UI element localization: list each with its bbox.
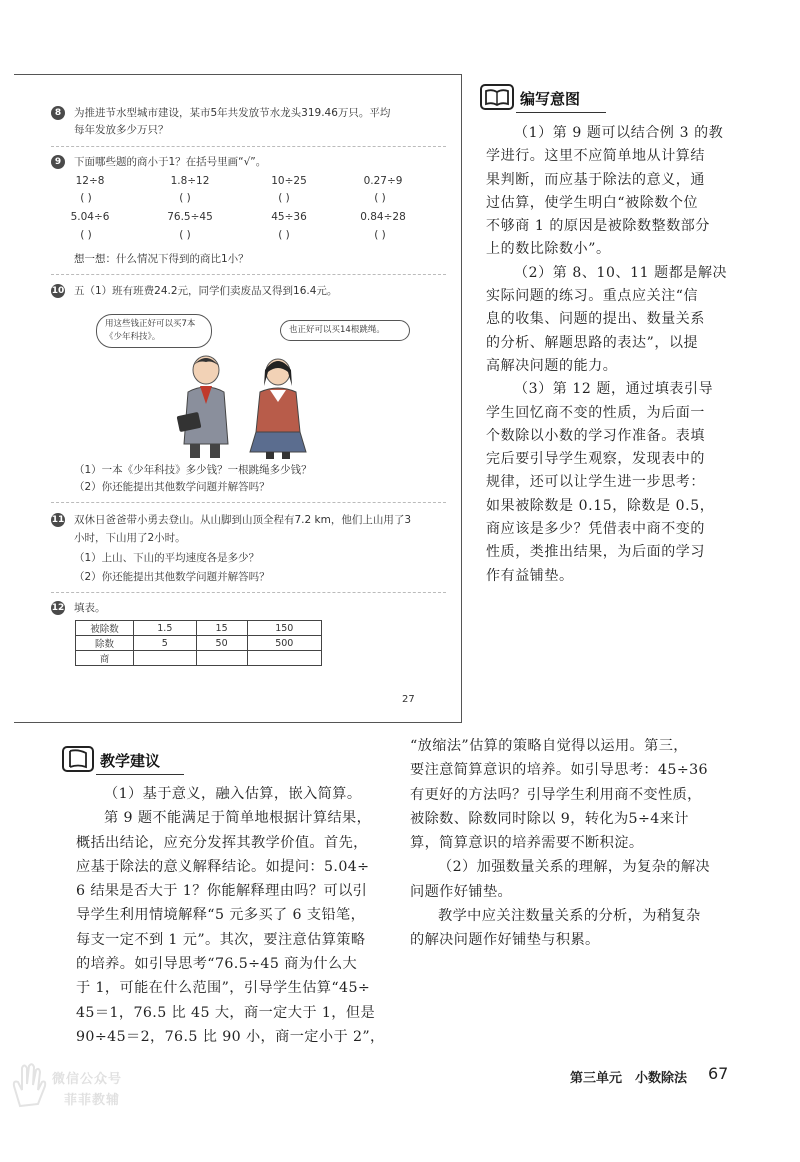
answer-paren[interactable]: ( ) [374, 229, 386, 241]
table-cell: 50 [196, 636, 247, 651]
answer-paren[interactable]: ( ) [278, 192, 290, 204]
expr-10-div-25: 10÷25 [271, 175, 307, 187]
answer-cell[interactable] [247, 651, 321, 666]
question-11-sub1: （1）上山、下山的平均速度各是多少？ [74, 552, 260, 564]
divider [51, 592, 446, 593]
speech-bubble-girl: 也正好可以买14根跳绳。 [280, 320, 410, 341]
answer-paren[interactable]: ( ) [278, 229, 290, 241]
boy-figure [177, 356, 228, 458]
expr-45-div-36: 45÷36 [271, 211, 307, 223]
open-book-icon [480, 84, 514, 110]
question-10-sub2: （2）你还能提出其他数学问题并解答吗？ [74, 481, 270, 493]
expr-0.84-div-28: 0.84÷28 [360, 211, 406, 223]
textbook-page-number: 27 [402, 694, 415, 705]
answer-cell[interactable] [196, 651, 247, 666]
question-12-text: 填表。 [74, 602, 106, 614]
textbook-top-border [14, 74, 461, 75]
table-cell: 500 [247, 636, 321, 651]
intent-title: 编写意图 [520, 90, 581, 108]
suggest-right-body: “放缩法”估算的策略自觉得以运用。第三， 要注意简算意识的培养。如引导思考：45÷36 有更好的方法吗？引导学生利用商不变性质， 被除数、除数同时除以 9，转化为5÷4来计 算，简算意识的培养需要不断积淀。 （2）加强数量关系的理解，为复杂的解决 问题作好铺垫。 教学中应关注数量关系的分析，为稍复杂 的解决问题作好铺垫与积累。 [410, 738, 711, 949]
answer-paren[interactable]: ( ) [179, 229, 191, 241]
watermark-line1: 微信公众号 [52, 1072, 123, 1087]
table-cell: 150 [247, 621, 321, 636]
question-11-line2: 小时，下山用了2小时。 [74, 532, 186, 544]
suggest-title-underline [96, 774, 184, 775]
notebook-icon [62, 746, 94, 772]
answer-paren[interactable]: ( ) [80, 229, 92, 241]
question-11-sub2: （2）你还能提出其他数学问题并解答吗？ [74, 571, 270, 583]
unit-title: 第三单元 小数除法 [570, 1071, 688, 1086]
question-number-8: 8 [51, 106, 65, 120]
table-cell: 5 [134, 636, 197, 651]
fill-table [75, 620, 322, 666]
intent-title-underline [516, 112, 606, 113]
expr-1.8-div-12: 1.8÷12 [170, 175, 210, 187]
suggest-title: 教学建议 [100, 752, 161, 770]
page-number: 67 [708, 1064, 729, 1083]
row-label: 被除数 [76, 621, 134, 636]
watermark-hand-icon [8, 1060, 48, 1110]
expr-5.04-div-6: 5.04÷6 [70, 211, 110, 223]
question-9-text: 下面哪些题的商小于1？在括号里画“√”。 [74, 156, 267, 168]
speech-bubble-boy: 用这些钱正好可以买7本《少年科技》。 [96, 314, 212, 348]
students-illustration [160, 352, 320, 460]
expr-12-div-8: 12÷8 [75, 175, 105, 187]
answer-paren[interactable]: ( ) [374, 192, 386, 204]
question-10-text: 五（1）班有班费24.2元，同学们卖废品又得到16.4元。 [74, 285, 338, 297]
divider [51, 502, 446, 503]
question-10-sub1: （1）一本《少年科技》多少钱？一根跳绳多少钱？ [74, 464, 312, 476]
question-number-12: 12 [51, 603, 65, 613]
answer-paren[interactable]: ( ) [80, 192, 92, 204]
expr-76.5-div-45: 76.5÷45 [167, 211, 213, 223]
table-cell: 15 [196, 621, 247, 636]
row-label: 商 [76, 651, 134, 666]
girl-figure [250, 359, 306, 459]
suggest-left-body: （1）基于意义，融入估算，嵌入简算。 第 9 题不能满足于简单地根据计算结果， 概括出结论，应充分发挥其教学价值。首先， 应基于除法的意义解释结论。如提问：5.04÷ 6 结果是否大于 1？你能解释理由吗？可以引 导学生利用情境解释“5 元多买了 6 支铅笔， 每支一定不到 1 元”。其次，要注意估算策略 的培养。如引导思考“76.5÷45 商为什么大 于 1，可能在什么范围”，引导学生估算“45÷ 45＝1，76.5 比 45 大，商一定大于 1，但是 90÷45＝2，76.5 比 90 小，商一定小于 2”， [76, 786, 385, 1045]
row-label: 除数 [76, 636, 134, 651]
question-8-line1: 为推进节水型城市建设，某市5年共发放节水龙头319.46万只。平均 [74, 107, 391, 119]
answer-paren[interactable]: ( ) [179, 192, 191, 204]
divider [51, 146, 446, 147]
intent-body: （1）第 9 题可以结合例 3 的教 学进行。这里不应简单地从计算结 果判断，而应基于除法的意义，通 过估算，使学生明白“被除数个位 不够商 1 的原因是被除数整数部分 上的数比除数小”。 （2）第 8、10、11 题都是解决 实际问题的练习。重点应关注“信 息的收集、问题的提出、数量关系 的分析、解题思路的表达”，以提 高解决问题的能力。 （3）第 12 题，通过填表引导 学生回忆商不变的性质，为后面一 个数除以小数的学习作准备。表填 完后要引导学生观察，发现表中的 规律，还可以让学生进一步思考： 如果被除数是 0.15，除数是 0.5， 商应该是多少？凭借表中商不变的 性质，类推出结果，为后面的学习 作有益铺垫。 [486, 125, 728, 584]
table-cell: 1.5 [134, 621, 197, 636]
question-11-line1: 双休日爸爸带小勇去登山。从山脚到山顶全程有7.2 km，他们上山用了3 [74, 514, 412, 526]
expr-0.27-div-9: 0.27÷9 [363, 175, 403, 187]
question-number-11: 11 [51, 515, 65, 525]
divider [51, 274, 446, 275]
answer-cell[interactable] [134, 651, 197, 666]
question-8-line2: 每年发放多少万只？ [74, 124, 169, 136]
question-number-9: 9 [51, 155, 65, 169]
watermark-line2: 菲菲教辅 [64, 1093, 121, 1108]
question-9-think: 想一想：什么情况下得到的商比1小？ [74, 253, 249, 265]
question-number-10: 10 [51, 286, 65, 296]
